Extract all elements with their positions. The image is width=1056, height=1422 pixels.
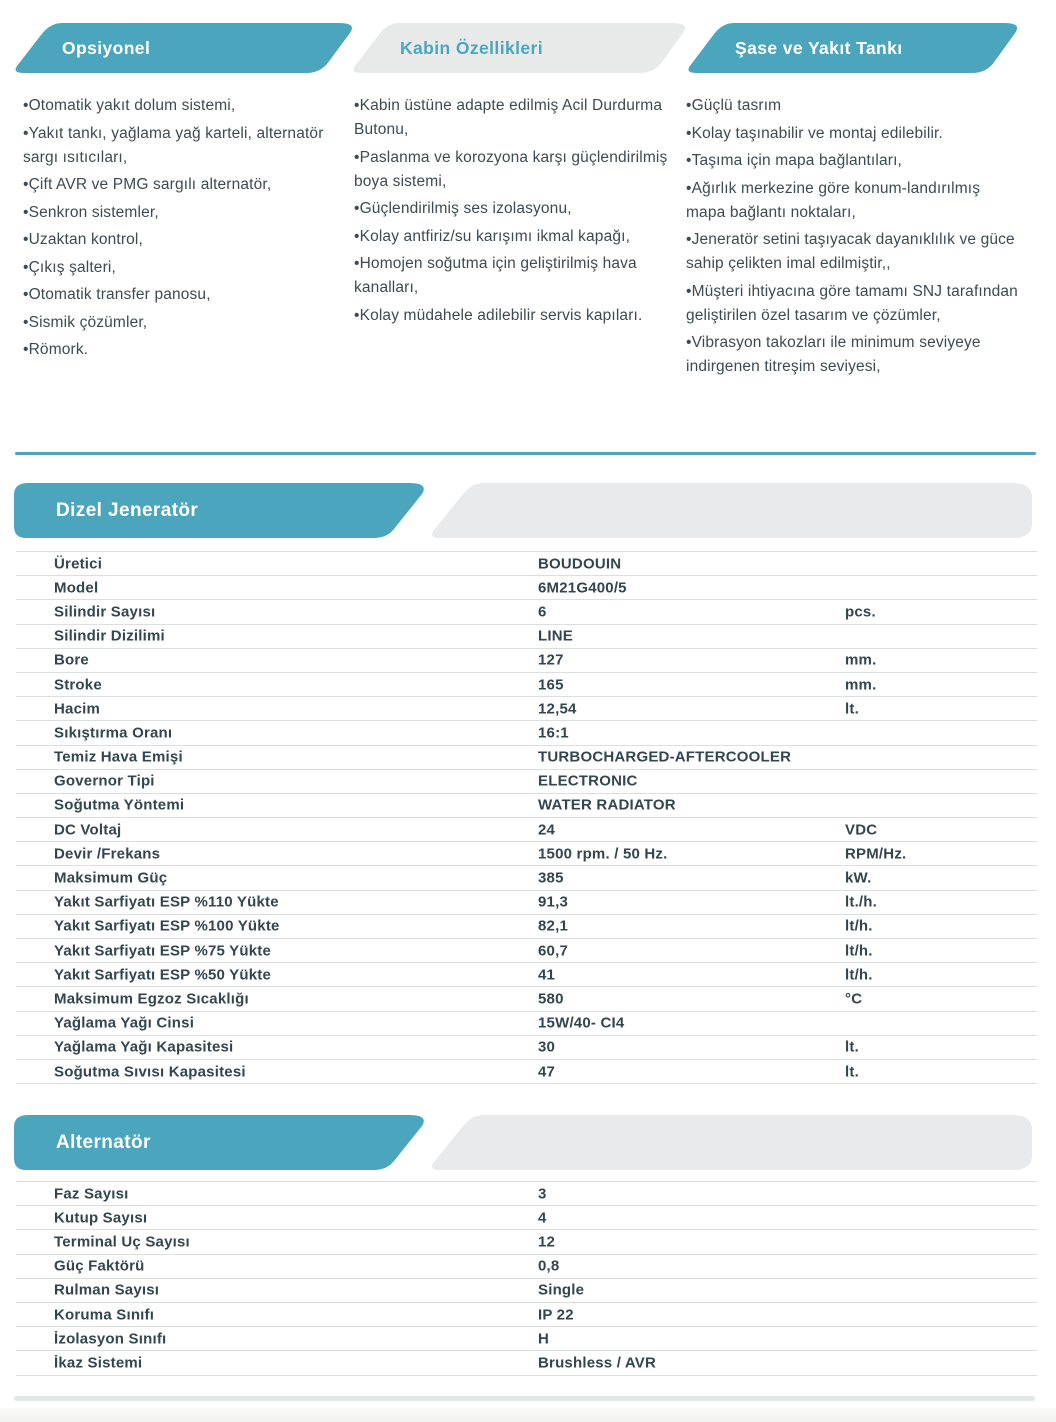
spec-row: [16, 1350, 1037, 1374]
bullet-item: •Vibrasyon takozları ile minimum seviyeye indirgenen titreşim seviyesi,: [686, 334, 981, 375]
dizel-jenerator-header-tail: [428, 483, 1032, 538]
spec-unit: lt/h.: [845, 942, 873, 960]
spec-row: [16, 890, 1037, 914]
spec-unit: lt.: [845, 700, 859, 718]
spec-row: [16, 624, 1037, 648]
bullet-item: •Müşteri ihtiyacına göre tamamı SNJ tarafından geliştirilen özel tasarım ve çözümler,: [686, 282, 1018, 324]
spec-value: 91,3: [538, 893, 568, 911]
spec-row: [16, 1205, 1037, 1229]
bullet-item: •Çıkış şalteri,: [23, 258, 116, 276]
bullet-item: •Homojen soğutma için geliştirilmiş hava kanalları,: [354, 255, 637, 296]
spec-label: Faz Sayısı: [54, 1185, 129, 1203]
spec-unit: kW.: [845, 869, 872, 887]
spec-label: İzolasyon Sınıfı: [54, 1330, 167, 1348]
spec-value: 12: [538, 1233, 556, 1251]
spec-row: [16, 551, 1037, 575]
spec-value: 6: [538, 603, 547, 621]
spec-value: 15W/40- CI4: [538, 1014, 625, 1032]
spec-unit: lt/h.: [845, 966, 873, 984]
alternator-header-tail: [428, 1115, 1032, 1170]
spec-value: 12,54: [538, 700, 577, 718]
bullet-item: •Kolay taşınabilir ve montaj edilebilir.: [686, 124, 943, 142]
bullet-item: •Senkron sistemler,: [23, 203, 159, 221]
spec-row: [16, 1326, 1037, 1350]
spec-row: [16, 1059, 1037, 1083]
spec-value: LINE: [538, 627, 573, 645]
header-pill-kabin-ozellikleri: [350, 23, 690, 73]
spec-label: Güç Faktörü: [54, 1257, 145, 1275]
spec-unit: lt.: [845, 1038, 859, 1056]
spec-label: Terminal Uç Sayısı: [54, 1233, 190, 1251]
spec-unit: lt./h.: [845, 893, 878, 911]
spec-value: 47: [538, 1063, 556, 1081]
spec-value: H: [538, 1330, 550, 1348]
spec-label: Kutup Sayısı: [54, 1209, 148, 1227]
spec-row: [16, 575, 1037, 599]
spec-value: 6M21G400/5: [538, 579, 627, 597]
bullet-item: •Kolay müdahele adilebilir servis kapıları.: [354, 306, 643, 324]
spec-value: 580: [538, 990, 564, 1008]
spec-row: [16, 914, 1037, 938]
spec-row: [16, 1278, 1037, 1302]
footer-strip: [0, 1408, 1056, 1422]
spec-unit: VDC: [845, 821, 878, 839]
section-title: Şase ve Yakıt Tankı: [735, 37, 903, 58]
spec-row: [16, 720, 1037, 744]
bottom-divider: [14, 1396, 1035, 1401]
bullet-item: •Güçlendirilmiş ses izolasyonu,: [354, 200, 572, 217]
bullet-item: •Ağırlık merkezine göre konum-landırılmış mapa bağlantı noktaları,: [686, 179, 981, 221]
spec-row: [16, 817, 1037, 841]
spec-row: [16, 769, 1037, 793]
spec-value: Single: [538, 1281, 585, 1299]
header-pill-sase-ve-yakit-tanki: [685, 23, 1022, 73]
spec-label: Devir /Frekans: [54, 845, 161, 863]
spec-unit: °C: [845, 990, 863, 1008]
bullet-item: •Paslanma ve korozyona karşı güçlendirilmiş boya sistemi,: [354, 148, 668, 190]
bullet-item: •Otomatik transfer panosu,: [23, 286, 211, 303]
dizel-jenerator-table: [16, 551, 1037, 1084]
spec-label: Maksimum Egzoz Sıcaklığı: [54, 990, 249, 1008]
opsiyonel-list: [23, 94, 345, 366]
spec-label: Yakıt Sarfiyatı ESP %75 Yükte: [54, 942, 272, 960]
spec-label: Soğutma Yöntemi: [54, 796, 185, 814]
pill-shape: [428, 483, 1032, 538]
bullet-item: •Uzaktan kontrol,: [23, 231, 143, 248]
spec-label: Sıkıştırma Oranı: [54, 724, 173, 742]
bullet-item: •Kolay antfiriz/su karışımı ikmal kapağı,: [354, 227, 631, 245]
spec-label: Yağlama Yağı Kapasitesi: [54, 1038, 234, 1056]
spec-row: [16, 1011, 1037, 1035]
bullet-item: •Römork.: [23, 341, 89, 358]
spec-label: Silindir Sayısı: [54, 603, 156, 621]
spec-label: Yakıt Sarfiyatı ESP %50 Yükte: [54, 966, 272, 984]
spec-row: [16, 696, 1037, 720]
spec-row: [16, 1302, 1037, 1326]
bullet-item: •Yakıt tankı, yağlama yağ karteli, alternatör sargı ısıtıcıları,: [23, 124, 324, 166]
spec-value: 4: [538, 1209, 547, 1227]
header-pill-opsiyonel: [12, 23, 357, 73]
pill-shape: [428, 1115, 1032, 1170]
spec-label: Yakıt Sarfiyatı ESP %100 Yükte: [54, 917, 280, 935]
spec-row: [16, 986, 1037, 1010]
spec-label: Koruma Sınıfı: [54, 1306, 155, 1324]
spec-value: 16:1: [538, 724, 569, 742]
bullet-item: •Güçlü tasrım: [686, 97, 782, 114]
spec-row: [16, 1229, 1037, 1253]
section-title: Alternatör: [56, 1131, 151, 1153]
bullet-item: •Kabin üstüne adapte edilmiş Acil Durdurma Butonu,: [354, 97, 663, 138]
spec-label: Model: [54, 579, 99, 597]
section-title: Dizel Jeneratör: [56, 499, 199, 521]
section-title: Opsiyonel: [62, 37, 151, 58]
spec-unit: pcs.: [845, 603, 876, 621]
spec-row: [16, 938, 1037, 962]
spec-label: Rulman Sayısı: [54, 1281, 160, 1299]
dizel-jenerator-header: [14, 483, 429, 538]
spec-value: 60,7: [538, 942, 568, 960]
spec-row: [16, 841, 1037, 865]
spec-unit: lt/h.: [845, 917, 873, 935]
spec-unit: mm.: [845, 676, 877, 694]
spec-value: 1500 rpm. / 50 Hz.: [538, 845, 668, 863]
spec-row: [16, 1181, 1037, 1205]
spec-row: [16, 599, 1037, 623]
spec-row: [16, 745, 1037, 769]
spec-unit: mm.: [845, 651, 877, 669]
section-divider: [15, 452, 1036, 455]
bullet-item: •Sismik çözümler,: [23, 313, 148, 331]
bullet-item: •Taşıma için mapa bağlantıları,: [686, 152, 902, 169]
spec-value: IP 22: [538, 1306, 574, 1324]
spec-row: [16, 648, 1037, 672]
bullet-item: •Jeneratör setini taşıyacak dayanıklılık ve güce sahip çelikten imal edilmiştir,,: [686, 231, 1015, 272]
spec-label: Üretici: [54, 555, 103, 573]
spec-row: [16, 1254, 1037, 1278]
spec-value: 127: [538, 651, 564, 669]
spec-value: 3: [538, 1185, 547, 1203]
spec-label: Silindir Dizilimi: [54, 627, 165, 645]
spec-label: İkaz Sistemi: [54, 1354, 143, 1372]
spec-label: DC Voltaj: [54, 821, 122, 839]
spec-label: Yakıt Sarfiyatı ESP %110 Yükte: [54, 893, 279, 911]
spec-value: WATER RADIATOR: [538, 796, 676, 814]
spec-row: [16, 865, 1037, 889]
spec-value: 0,8: [538, 1257, 560, 1275]
spec-label: Maksimum Güç: [54, 869, 168, 887]
spec-label: Temiz Hava Emişi: [54, 748, 183, 766]
spec-row: [16, 962, 1037, 986]
spec-row: [16, 793, 1037, 817]
spec-value: 41: [538, 966, 556, 984]
spec-unit: RPM/Hz.: [845, 845, 907, 863]
spec-value: 24: [538, 821, 556, 839]
spec-label: Soğutma Sıvısı Kapasitesi: [54, 1063, 246, 1081]
spec-row: [16, 672, 1037, 696]
spec-value: 385: [538, 869, 564, 887]
spec-unit: lt.: [845, 1063, 859, 1081]
spec-label: Governor Tipi: [54, 772, 155, 790]
alternator-header: [14, 1115, 429, 1170]
spec-label: Stroke: [54, 676, 102, 694]
spec-value: 82,1: [538, 917, 568, 935]
spec-value: TURBOCHARGED-AFTERCOOLER: [538, 748, 792, 766]
sase-yakit-tanki-list: [686, 94, 1018, 383]
spec-value: Brushless / AVR: [538, 1354, 657, 1372]
section-title: Kabin Özellikleri: [400, 37, 543, 58]
spec-label: Hacim: [54, 700, 101, 718]
spec-value: 165: [538, 676, 564, 694]
spec-label: Yağlama Yağı Cinsi: [54, 1014, 195, 1032]
bullet-item: •Çift AVR ve PMG sargılı alternatör,: [23, 176, 272, 193]
spec-value: ELECTRONIC: [538, 772, 638, 790]
bullet-item: •Otomatik yakıt dolum sistemi,: [23, 97, 236, 114]
spec-value: BOUDOUIN: [538, 555, 622, 573]
spec-value: 30: [538, 1038, 556, 1056]
spec-row: [16, 1035, 1037, 1059]
alternator-table: [16, 1181, 1037, 1376]
kabin-ozellikleri-list: [354, 94, 672, 331]
spec-label: Bore: [54, 651, 89, 669]
